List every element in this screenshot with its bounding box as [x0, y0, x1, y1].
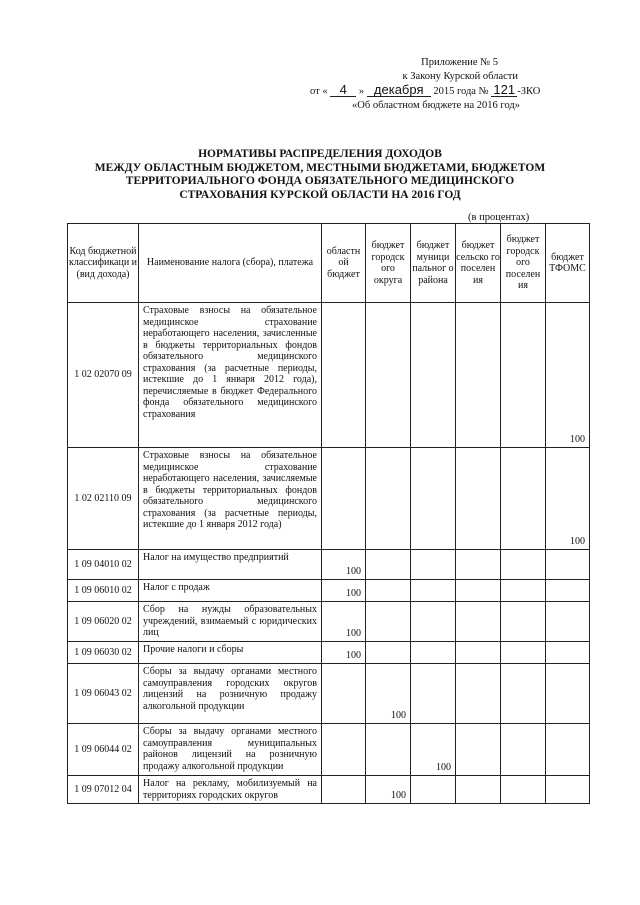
date-month: декабря: [367, 84, 431, 97]
row-city-district-value: 100: [366, 776, 411, 804]
row-tfoms-value: 100: [546, 448, 590, 550]
header-name: Наименование налога (сбора), платежа: [139, 224, 322, 303]
row-city-district-value: [366, 550, 411, 580]
row-regional-value: 100: [322, 642, 366, 664]
row-municipal-district-value: [411, 602, 456, 642]
row-urban-settlement-value: [501, 664, 546, 724]
row-tfoms-value: [546, 776, 590, 804]
row-regional-value: [322, 664, 366, 724]
row-municipal-district-value: [411, 642, 456, 664]
row-municipal-district-value: [411, 776, 456, 804]
row-name: Сборы за выдачу органами местного самоуправления городских округов лицензий на розничную продажу алкогольной продукции: [139, 664, 322, 724]
appendix-block: [300, 56, 541, 113]
row-regional-value: [322, 303, 366, 448]
date-mid: »: [358, 86, 365, 97]
row-regional-value: [322, 724, 366, 776]
row-code: 1 02 02110 09: [68, 448, 139, 550]
law-number: 121: [491, 84, 517, 97]
row-name: Сбор на нужды образовательных учреждений, взимаемый с юридических лиц: [139, 602, 322, 642]
table-row: [68, 448, 590, 550]
row-city-district-value: [366, 602, 411, 642]
row-urban-settlement-value: [501, 776, 546, 804]
row-code: 1 09 06020 02: [68, 602, 139, 642]
row-municipal-district-value: 100: [411, 724, 456, 776]
row-code: 1 09 06044 02: [68, 724, 139, 776]
row-urban-settlement-value: [501, 580, 546, 602]
row-name: Налог на рекламу, мобилизуемый на территориях городских округов: [139, 776, 322, 804]
header-regional: областн ой бюджет: [322, 224, 366, 303]
row-regional-value: 100: [322, 580, 366, 602]
row-city-district-value: [366, 303, 411, 448]
row-urban-settlement-value: [501, 448, 546, 550]
row-tfoms-value: [546, 724, 590, 776]
row-tfoms-value: [546, 642, 590, 664]
date-prefix: от «: [310, 86, 328, 97]
header-rural-settlement: бюджет сельско го поселен ия: [456, 224, 501, 303]
row-rural-settlement-value: [456, 664, 501, 724]
row-name: Налог на имущество предприятий: [139, 550, 322, 580]
header-urban-settlement: бюджет городск ого поселен ия: [501, 224, 546, 303]
row-municipal-district-value: [411, 550, 456, 580]
table-row: [68, 550, 590, 580]
row-tfoms-value: [546, 664, 590, 724]
row-code: 1 09 04010 02: [68, 550, 139, 580]
table-row: [68, 724, 590, 776]
row-rural-settlement-value: [456, 776, 501, 804]
row-name: Прочие налоги и сборы: [139, 642, 322, 664]
header-code: Код бюджетной классификаци и (вид дохода): [68, 224, 139, 303]
header-municipal-district: бюджет муници пальног о района: [411, 224, 456, 303]
appendix-line1: Приложение № 5: [421, 57, 498, 68]
row-city-district-value: 100: [366, 664, 411, 724]
header-city-district: бюджет городск ого округа: [366, 224, 411, 303]
row-tfoms-value: [546, 602, 590, 642]
row-city-district-value: [366, 642, 411, 664]
header-row: [68, 224, 590, 303]
appendix-date-line: [310, 82, 541, 99]
row-name: Налог с продаж: [139, 580, 322, 602]
row-tfoms-value: [546, 550, 590, 580]
row-municipal-district-value: [411, 664, 456, 724]
row-municipal-district-value: [411, 303, 456, 448]
row-tfoms-value: 100: [546, 303, 590, 448]
row-code: 1 09 06043 02: [68, 664, 139, 724]
table-row: [68, 664, 590, 724]
row-urban-settlement-value: [501, 550, 546, 580]
row-rural-settlement-value: [456, 602, 501, 642]
table-body: [68, 303, 590, 804]
row-rural-settlement-value: [456, 550, 501, 580]
table-row: [68, 776, 590, 804]
date-year: 2015 года №: [433, 86, 489, 97]
table-row: [68, 580, 590, 602]
row-city-district-value: [366, 448, 411, 550]
title-line2: МЕЖДУ ОБЛАСТНЫМ БЮДЖЕТОМ, МЕСТНЫМИ БЮДЖЕТАМИ, БЮДЖЕТОМ: [94, 161, 546, 174]
row-tfoms-value: [546, 580, 590, 602]
row-municipal-district-value: [411, 580, 456, 602]
row-municipal-district-value: [411, 448, 456, 550]
row-code: 1 02 02070 09: [68, 303, 139, 448]
title-line4: СТРАХОВАНИЯ КУРСКОЙ ОБЛАСТИ НА 2016 ГОД: [179, 188, 461, 201]
law-number-suffix: -ЗКО: [517, 86, 541, 97]
row-code: 1 09 06030 02: [68, 642, 139, 664]
row-name: Страховые взносы на обязательное медицинское страхование неработающего населения, зачисляемые в бюджеты территориальных фондов обязательного медицинского страхования (за расчетные периоды, истекшие до 1 января 2012 года): [139, 448, 322, 550]
title-line3: ТЕРРИТОРИАЛЬНОГО ФОНДА ОБЯЗАТЕЛЬНОГО МЕДИЦИНСКОГО: [125, 175, 515, 187]
table-row: [68, 303, 590, 448]
row-rural-settlement-value: [456, 724, 501, 776]
row-regional-value: [322, 448, 366, 550]
date-day: 4: [330, 84, 356, 97]
appendix-line2: к Закону Курской области: [402, 71, 518, 82]
row-rural-settlement-value: [456, 580, 501, 602]
row-city-district-value: [366, 580, 411, 602]
title-line1: НОРМАТИВЫ РАСПРЕДЕЛЕНИЯ ДОХОДОВ: [198, 148, 442, 160]
row-rural-settlement-value: [456, 642, 501, 664]
table-row: [68, 642, 590, 664]
row-regional-value: [322, 776, 366, 804]
norms-table: [67, 223, 590, 804]
law-title: «Об областном бюджете на 2016 год»: [352, 100, 520, 111]
row-rural-settlement-value: [456, 303, 501, 448]
row-code: 1 09 07012 04: [68, 776, 139, 804]
table-row: [68, 602, 590, 642]
row-name: Сборы за выдачу органами местного самоуправления муниципальных районов лицензий на розничную продажу алкогольной продукции: [139, 724, 322, 776]
row-urban-settlement-value: [501, 724, 546, 776]
header-tfoms: бюджет ТФОМС: [546, 224, 590, 303]
row-name: Страховые взносы на обязательное медицинское страхование неработающего населения, зачисленные в бюджеты территориальных фондов обязательного медицинского страхования (за расчетные периоды, истекшие до 1 января 2012 года), перечисляемые в бюджет Федерального фонда обязательного медицинского страхования: [139, 303, 322, 448]
row-city-district-value: [366, 724, 411, 776]
row-urban-settlement-value: [501, 642, 546, 664]
row-regional-value: 100: [322, 602, 366, 642]
document-title: [40, 148, 600, 202]
row-urban-settlement-value: [501, 602, 546, 642]
row-regional-value: 100: [322, 550, 366, 580]
row-rural-settlement-value: [456, 448, 501, 550]
unit-label: (в процентах): [468, 212, 530, 223]
row-code: 1 09 06010 02: [68, 580, 139, 602]
row-urban-settlement-value: [501, 303, 546, 448]
